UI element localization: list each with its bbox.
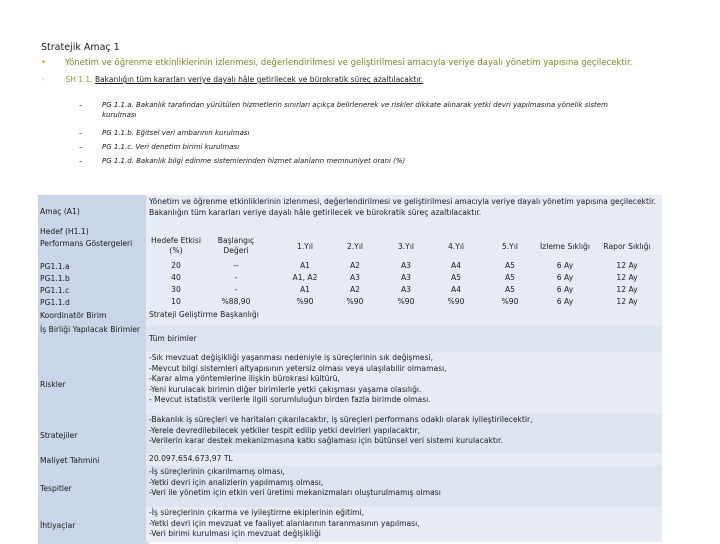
bullet-icon: ◦ [41, 75, 46, 84]
cell-etki: 40 [171, 273, 181, 282]
label-hedef: Hedef (H1.1) [38, 225, 149, 239]
label-pg-c: PG1.1.c [38, 284, 149, 298]
table-header-row [146, 236, 656, 260]
bullet-icon: • [41, 58, 47, 68]
indicator-text: PG 1.1.b. Eğitsel veri ambarının kurulması [102, 129, 250, 137]
label-ihtiyaclar: İhtiyaçlar [38, 507, 149, 544]
cell-etki: 20 [171, 261, 181, 270]
label-gostergeler: Performans Göstergeleri [38, 236, 149, 263]
risk-item: -Sık mevzuat değişikliği yaşanması nedeniyle iş süreçlerinin sık değişmesi, [149, 353, 434, 362]
col-rapor: Rapor Sıklığı [603, 242, 651, 251]
cell-yil5: %90 [501, 297, 519, 306]
target-text: Bakanlığın tüm kararları veriye dayalı hâle getirilecek ve bürokratik süreç azaltılacaktır. [94, 75, 424, 84]
cell-yil5: A5 [504, 261, 516, 270]
cell-yil2: A2 [349, 261, 361, 270]
cell-rapor: 12 Ay [616, 297, 638, 306]
target-code: SH 1.1. [65, 75, 93, 84]
cell-etki: 30 [171, 285, 181, 294]
indicator-item: – PG 1.1.b. Eğitsel veri ambarının kurulması [79, 128, 639, 138]
col-baslangic: Başlangıç Değeri [217, 236, 255, 255]
ihtiyac-item: -İş süreçlerinin çıkarma ve iyileştirme ekiplerinin eğitimi, [149, 508, 365, 517]
label-isbirligi: İş Birliği Yapılacak Birimler [38, 322, 149, 354]
target-bullet [41, 75, 423, 84]
risk-item: -Mevcut bilgi sistemleri altyapısının yetersiz olması veya ulaşılabilir olmaması, [149, 363, 447, 373]
cell-yil4: A5 [450, 273, 462, 282]
tespit-item: -İş süreçlerinin çıkarılmamış olması, [149, 467, 285, 476]
cell-yil3: A3 [400, 285, 412, 294]
cell-baslangic: %88,90 [221, 297, 251, 306]
cell-yil4: %90 [447, 297, 465, 306]
ihtiyaclar-block [146, 507, 662, 542]
label-pg-d: PG1.1.d [38, 296, 149, 310]
col-izleme: İzleme Sıklığı [540, 242, 590, 251]
col-hedefe-etkisi: Hedefe Etkisi (%) [151, 236, 201, 255]
cell-baslangic: -- [233, 261, 239, 270]
risk-item: - Mevcut istatistik verilerle ilgili sorumluluğun birden fazla birimde olması. [149, 395, 431, 404]
cell-yil5: A5 [504, 285, 516, 294]
cell-izleme: 6 Ay [556, 261, 574, 270]
cell-baslangic: - [234, 273, 238, 282]
cell-yil3: A3 [400, 273, 412, 282]
cell-yil3: %90 [397, 297, 415, 306]
cell-yil2: %90 [346, 297, 364, 306]
tespitler-block [146, 466, 662, 508]
page-title: Stratejik Amaç 1 [41, 42, 120, 53]
label-pg-a: PG1.1.a [38, 260, 149, 274]
label-riskler: Riskler [38, 352, 149, 416]
table-row [146, 297, 656, 308]
cell-yil1: %90 [296, 297, 314, 306]
riskler-block [146, 352, 662, 414]
amac-text: Yönetim ve öğrenme etkinliklerinin izlenmesi, değerlendirilmesi ve geliştirilmesi amacıyla veriye dayalı yönetim yapısına geçilecektir. [149, 197, 656, 206]
cell-baslangic: - [234, 285, 238, 294]
col-yil1: 1.Yıl [296, 242, 314, 251]
label-amac: Amaç (A1) [38, 195, 149, 228]
isbirligi-text: Tüm birimler [146, 326, 662, 352]
col-yil2: 2.Yıl [346, 242, 364, 251]
indicator-text: PG 1.1.c. Veri denetim birimi kurulması [102, 143, 240, 151]
cell-yil1: A1, A2 [292, 273, 318, 282]
label-pg-b: PG1.1.b [38, 272, 149, 286]
indicator-text: PG 1.1.a. Bakanlık tarafından yürütülen hizmetlerin sınırları açıkça belirlenerek ve riskler dikkate alınarak yetki devri yapılmasına yönelik sistem kurulması [102, 101, 608, 119]
indicator-item: – PG 1.1.c. Veri denetim birimi kurulması [79, 142, 639, 152]
hedef-text: Bakanlığın tüm kararları veriye dayalı hâle getirilecek ve bürokratik süreç azaltılacaktır. [149, 208, 482, 217]
ihtiyac-item: -Yetki devri için mevzuat ve faaliyet alanlarının taranmasının yapılması, [149, 518, 420, 528]
maliyet-text: 20.097.654.673,97 TL [146, 453, 662, 466]
label-maliyet: Maliyet Tahmini [38, 453, 149, 468]
cell-izleme: 6 Ay [556, 297, 574, 306]
label-koordinator: Koordinatör Birim [38, 308, 149, 324]
cell-yil1: A1 [299, 285, 311, 294]
cell-rapor: 12 Ay [616, 285, 638, 294]
cell-rapor: 12 Ay [616, 273, 638, 282]
cell-yil5: A5 [504, 273, 516, 282]
cell-rapor: 12 Ay [616, 261, 638, 270]
table-row [146, 273, 656, 284]
table-row [146, 261, 656, 272]
col-yil4: 4.Yıl [447, 242, 465, 251]
cell-izleme: 6 Ay [556, 285, 574, 294]
label-stratejiler: Stratejiler [38, 414, 149, 456]
label-tespitler: Tespitler [38, 466, 149, 510]
risk-item: -Yeni kurulacak birimin diğer birimlerle yetki çakışması yaşama olasılığı. [149, 384, 422, 394]
cell-yil4: A4 [450, 285, 462, 294]
tespit-item: -Veri ile yönetim için etkin veri üretimi mekanizmaları oluşturulmamış olması [149, 488, 441, 497]
strateji-item: -Yerele devredilebilecek yetkiler tespit edilip yetki devirleri yapılacaktır, [149, 425, 421, 435]
goal-bullet [41, 58, 632, 68]
stratejiler-block [146, 414, 662, 454]
table-row [146, 285, 656, 296]
cell-etki: 10 [171, 297, 181, 306]
indicator-item: – PG 1.1.d. Bakanlık bilgi edinme sistemlerinden hizmet alanların memnuniyet oranı (%) [79, 156, 639, 166]
strateji-item: -Bakanlık iş süreçleri ve haritaları çıkarılacaktır, iş süreçleri performans odaklı olarak iyileştirilecektir, [149, 415, 533, 424]
cell-yil4: A4 [450, 261, 462, 270]
cell-yil2: A2 [349, 285, 361, 294]
indicator-item: – PG 1.1.a. Bakanlık tarafından yürütülen hizmetlerin sınırları açıkça belirlenerek ve riskler dikkate alınarak yetki devri yapılmasına yönelik sistem kurulması [79, 100, 639, 120]
ihtiyac-item: -Veri birimi kurulması için mevzuat değişikliği [149, 529, 321, 538]
koordinator-text: Strateji Geliştirme Başkanlığı [149, 310, 259, 319]
cell-yil2: A3 [349, 273, 361, 282]
col-yil5: 5.Yıl [501, 242, 519, 251]
cell-yil3: A3 [400, 261, 412, 270]
cell-izleme: 6 Ay [556, 273, 574, 282]
strateji-item: -Verilerin karar destek mekanizmasına katkı sağlaması için bütünsel veri sistemi kurulacaktır. [149, 436, 503, 445]
tespit-item: -Yetki devri için analizlerin yapılmamış olması, [149, 477, 324, 487]
goal-text: Yönetim ve öğrenme etkinliklerinin izlenmesi, değerlendirilmesi ve geliştirilmesi amacıyla veriye dayalı yönetim yapısına geçilecektir. [65, 58, 633, 68]
cell-yil1: A1 [299, 261, 311, 270]
col-yil3: 3.Yıl [397, 242, 415, 251]
risk-item: -Karar alma yöntemlerine ilişkin bürokrasi kültürü, [149, 374, 340, 383]
indicator-text: PG 1.1.d. Bakanlık bilgi edinme sistemlerinden hizmet alanların memnuniyet oranı (%) [102, 157, 406, 165]
